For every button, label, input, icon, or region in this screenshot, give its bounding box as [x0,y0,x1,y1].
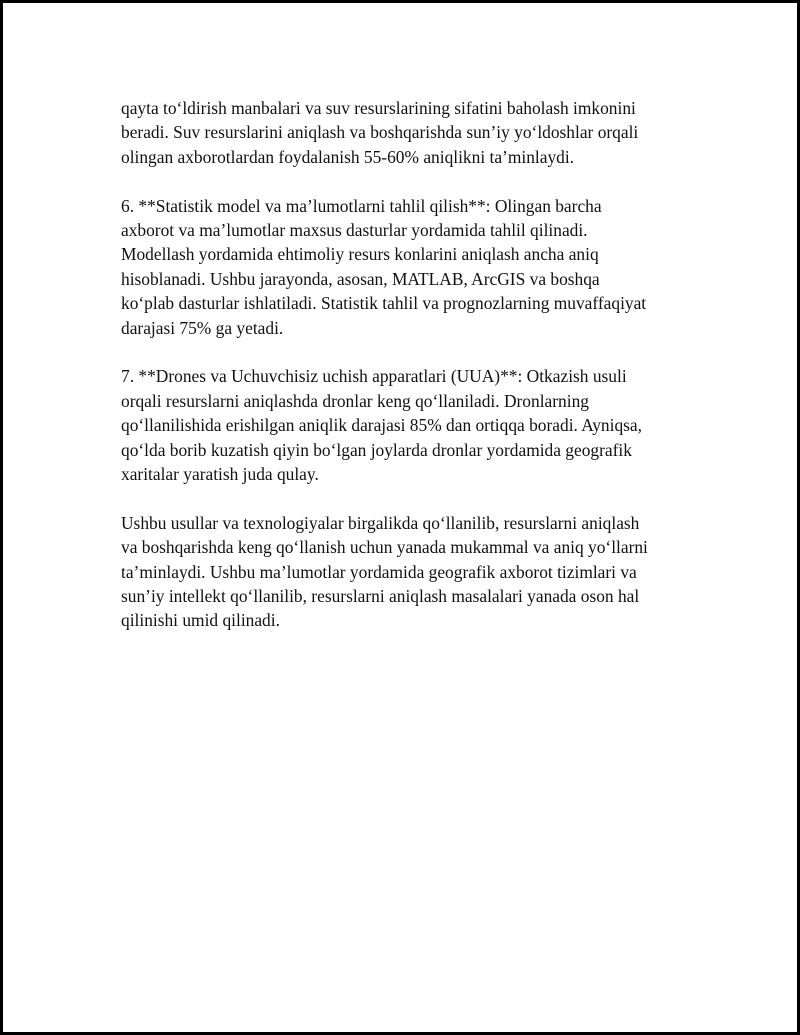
document-body [121,96,689,657]
text-line: hisoblanadi. Ushbu jarayonda, asosan, MATLAB, ArcGIS va boshqa [121,268,600,289]
text-line: 6. **Statistik model va ma’lumotlarni tahlil qilish**: Olingan barcha [121,195,602,216]
text-line: qo‘lda borib kuzatish qiyin bo‘lgan joylarda dronlar yordamida geografik [121,439,632,460]
text-line: orqali resurslarni aniqlashda dronlar keng qo‘llaniladi. Dronlarning [121,390,589,411]
text-line: qo‘llanilishida erishilgan aniqlik darajasi 85% dan ortiqqa boradi. Ayniqsa, [121,415,642,436]
paragraph-conclusion [121,511,689,633]
text-line: beradi. Suv resurslarini aniqlash va boshqarishda sun’iy yo‘ldoshlar orqali [121,122,639,143]
text-line: sun’iy intellekt qo‘llanilib, resurslarni aniqlash masalalari yanada oson hal [121,586,640,607]
paragraph-water-resources-continuation [121,96,689,169]
text-line: qayta to‘ldirish manbalari va suv resurslarining sifatini baholash imkonini [121,98,636,118]
text-line: ta’minlaydi. Ushbu ma’lumotlar yordamida geografik axborot tizimlari va [121,561,637,582]
paragraph-item-6-statistical-model [121,194,689,340]
text-line: axborot va ma’lumotlar maxsus dasturlar yordamida tahlil qilinadi. [121,220,588,241]
text-line: Modellash yordamida ehtimoliy resurs konlarini aniqlash ancha aniq [121,244,599,265]
text-line: Ushbu usullar va texnologiyalar birgalikda qo‘llanilib, resurslarni aniqlash [121,512,640,533]
paragraph-item-7-drones [121,364,689,486]
text-line: va boshqarishda keng qo‘llanish uchun yanada mukammal va aniq yo‘llarni [121,537,648,558]
text-line: qilinishi umid qilinadi. [121,610,280,631]
text-line: xaritalar yaratish juda qulay. [121,464,319,485]
text-line: olingan axborotlardan foydalanish 55-60% aniqlikni ta’minlaydi. [121,146,575,167]
text-line: 7. **Drones va Uchuvchisiz uchish apparatlari (UUA)**: Otkazish usuli [121,366,627,387]
text-line: ko‘plab dasturlar ishlatiladi. Statistik tahlil va prognozlarning muvaffaqiyat [121,293,647,314]
text-line: darajasi 75% ga yetadi. [121,317,284,338]
